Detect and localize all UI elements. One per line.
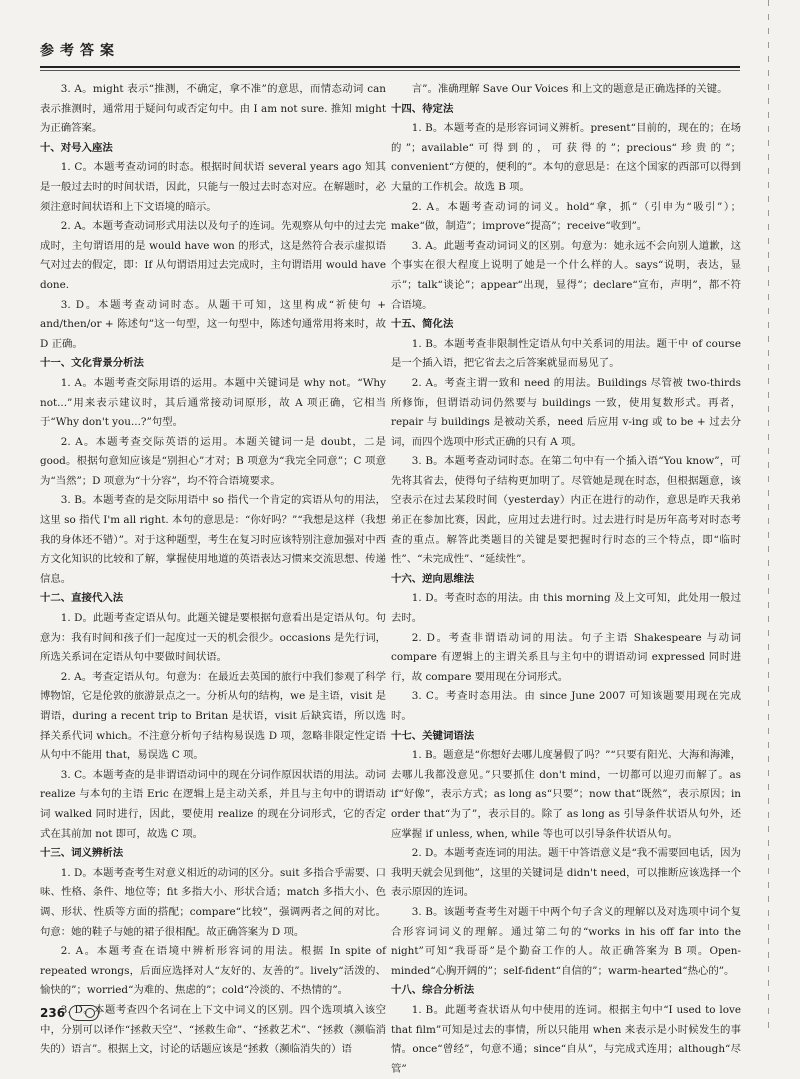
- page-header-title: 参考答案: [40, 43, 120, 59]
- header-rule-thin: [40, 70, 740, 71]
- answer-paragraph: 2. D。考查非谓语动词的用法。句子主语 Shakespeare 与动词 compare 有逻辑上的主谓关系且与主句中的谓语动词 expressed 同时进行，故 compare 要用现在分词形式。: [391, 631, 741, 683]
- answer-paragraph: 2. A。本题考查交际英语的运用。本题关键词一是 doubt，二是 good。根据句意知应该是“别担心”才对；B 项意为“我完全同意”；C 项意为“当然”；D 项意为“十分容”，均不符合语境要求。: [40, 435, 386, 487]
- answer-paragraph: 1. D。考查时态的用法。由 this morning 及上文可知，此处用一般过去时。: [391, 592, 741, 625]
- answer-paragraph: 3. D。本题考查动词时态。从题干可知，这里构成“祈使句 + and/then/or + 陈述句”这一句型，这一句型中，陈述句通常用将来时，故 D 正确。: [40, 298, 386, 350]
- section-heading: 十三、词义辨析法: [40, 847, 124, 860]
- section-heading: 十八、综合分析法: [391, 984, 475, 997]
- answer-paragraph: 3. A。此题考查动词词义的区别。句意为：她永远不会向别人道歉，这个事实在很大程度上说明了她是一个什么样的人。says“说明，表达，显示”；talk“谈论”；appear“出现，显得”；declare“宣布，声明”，都不符合语境。: [391, 239, 741, 311]
- binding-edge: [768, 0, 769, 1035]
- section-heading: 十五、简化法: [391, 318, 454, 331]
- answer-paragraph: 2. A。考查主谓一致和 need 的用法。Buildings 尽管被 two-thirds 所修饰，但谓语动词仍然要与 buildings 一致，使用复数形式。再者，repair 与 buildings 是被动关系，need 后应用 v-ing 或 to be + 过去分词，而四个选项中形式正确的只有 A 项。: [391, 376, 741, 448]
- section-heading: 十一、文化背景分析法: [40, 357, 144, 370]
- section-heading: 十、对号入座法: [40, 141, 113, 154]
- left-column: [40, 80, 386, 1060]
- answer-paragraph: 3. B。本题考查的是交际用语中 so 指代一个肯定的宾语从句的用法，这里 so 指代 I'm all right. 本句的意思是：“你好吗？”“我想是这样（我想我的身体还不错）”。对于这种题型，考生在复习时应该特别注意加强对中西方文化知识的比较和了解，掌握使用地道的英语表达习惯来交流思想、传递信息。: [40, 494, 386, 585]
- publisher-logo-icon: [69, 1005, 99, 1021]
- answer-paragraph: 3. C。本题考查的是非谓语动词中的现在分词作原因状语的用法。动词 realize 与本句的主语 Eric 在逻辑上是主动关系，并且与主句中的谓语动词 walked 同时进行，因此，要使用 realize 的现在分词形式，它的否定式在其前加 not 即可，故选 C 项。: [40, 768, 386, 840]
- answer-paragraph: 3. B。该题考查考生对题干中两个句子含义的理解以及对选项中词个复合形容词词义的理解。通过第二句的“works in his off far into the night”可知“我哥哥”是个勤奋工作的人。故正确答案为 B 项。Open-minded“心胸开阔的”；self-fident“自信的”；warm-hearted“热心的”。: [391, 905, 741, 977]
- page-number: 236: [40, 1006, 66, 1020]
- answer-paragraph: 2. A。本题考查动词的词义。hold“拿，抓”（引申为“吸引”）；make“做，制造”；improve“提高”；receive“收到”。: [391, 200, 741, 233]
- answer-paragraph: 3. B。本题考查动词时态。在第二句中有一个插入语“You know”，可先将其省去，使得句子结构更加明了。尽管她是现在时态，但根据题意，该空表示在过去某段时间（yesterday）内正在进行的动作，意思是昨天我弟弟正在参加比赛，因此，应用过去进行时。过去进行时是历年高考对时态考查的重点。解答此类题目的关键是要把握时行时态的三个特点，即“临时性”、“未完成性”、“延续性”。: [391, 455, 741, 566]
- page-footer: [40, 1005, 99, 1021]
- answer-paragraph: 1. B。本题考查非限制性定语从句中关系词的用法。题干中 of course 是一个插入语，把它省去之后答案就显而易见了。: [391, 337, 741, 370]
- answer-paragraph: 1. A。本题考查交际用语的运用。本题中关键词是 why not。“Why not...”用来表示建议时，其后通常接动词原形，故 A 项正确，它相当于“Why don't you...?”句型。: [40, 376, 386, 429]
- header-rule: [40, 66, 740, 68]
- answer-paragraph: 1. D。此题考查定语从句。此题关键是要根据句意看出是定语从句。句意为：我有时间和孩子们一起度过一天的机会很少。occasions 是先行词，所选关系词在定语从句中要做时间状语。: [40, 612, 386, 664]
- answer-paragraph: 3. D。本题考查四个名词在上下文中词义的区别。四个选项填入该空中，分别可以译作“拯救天空”、“拯救生命”、“拯救艺术”、“拯救（濒临消失的）语言”。根据上文，讨论的话题应该是“拯救（濒临消失的）语: [40, 1003, 386, 1056]
- right-column: [391, 80, 741, 1079]
- answer-paragraph: 2. A。本题考查在语境中辨析形容词的用法。根据 In spite of repeated wrongs，后面应选择对人“友好的、友善的”。lively“活泼的、愉快的”；worried“为难的、焦虑的”；cold“冷淡的、不热情的”。: [40, 945, 386, 997]
- answer-paragraph: 3. A。might 表示“推测，不确定，拿不准”的意思，而情态动词 can 表示推测时，通常用于疑问句或否定句中。由 I am not sure. 推知 might 为正确答案。: [40, 83, 386, 135]
- section-heading: 十七、关键词语法: [391, 729, 475, 742]
- answer-paragraph: 言”。准确理解 Save Our Voices 和上文的题意是正确选择的关键。: [411, 83, 728, 95]
- answer-paragraph: 2. A。考查定语从句。句意为：在最近去英国的旅行中我们参观了科学博物馆，它是伦敦的旅游景点之一。分析从句的结构，we 是主语，visit 是谓语，during a recent trip to Britan 是状语，visit 后缺宾语，所以选择关系代词 which。不注意分析句子结构易误选 D 项，忽略非限定性定语从句中不能用 that，易误选 C 项。: [40, 670, 386, 762]
- answer-paragraph: 3. C。考查时态用法。由 since June 2007 可知该题要用现在完成时。: [391, 690, 741, 722]
- answer-paragraph: 1. D。本题考查考生对意义相近的动词的区分。suit 多指合乎需要、口味、性格、条件、地位等；fit 多指大小、形状合适；match 多指大小、色调、形状、性质等方面的搭配；compare“比较”，强调两者之间的对比。句意：她的鞋子与她的裙子很相配。故正确答案为 D 项。: [40, 866, 386, 938]
- section-heading: 十六、逆向思维法: [391, 572, 475, 585]
- answer-paragraph: 1. B。题意是“你想好去哪儿度暑假了吗？”“只要有阳光、大海和海滩，去哪儿我都没意见。”只要抓住 don't mind，一切都可以迎刃而解了。as if“好像”，表示方式；as long as“只要”；now that“既然”，表示原因；in order that“为了”，表示目的。除了 as long as 引导条件状语从句外，还应掌握 if unless, when, while 等也可以引导条件状语从句。: [391, 749, 741, 840]
- answer-paragraph: 1. C。本题考查动词的时态。根据时间状语 several years ago 知其是一般过去时的时间状语，因此，只能与一般过去时态对应。在解题时，必须注意时间状语和上下文语境的暗示。: [40, 161, 386, 213]
- section-heading: 十四、待定法: [391, 102, 454, 115]
- section-heading: 十二、直接代入法: [40, 592, 124, 605]
- answer-paragraph: 1. B。此题考查状语从句中使用的连词。根据主句中“I used to love that film”可知是过去的事情，所以只能用 when 来表示是小时候发生的事情。once“曾经”，句意不通；since“自从”，与完成式连用；although“尽管”: [391, 1003, 741, 1075]
- answer-paragraph: 1. B。本题考查的是形容词词义辨析。present“目前的，现在的；在场的”；available“可得到的，可获得的”；precious“珍贵的”；convenient“方便的，便利的”。本句的意思是：在这个国家的西部可以得到大量的工作机会。故选 B 项。: [391, 122, 741, 193]
- answer-paragraph: 2. A。本题考查动词形式用法以及句子的连词。先观察从句中的过去完成时，主句谓语用的是 would have won 的形式，这是然符合表示虚拟语气对过去的假定，即：If 从句谓语用过去完成时，主句谓语用 would have done.: [40, 220, 386, 291]
- answer-paragraph: 2. D。本题考查连词的用法。题干中答语意义是“我不需要回电话，因为我明天就会见到他”，这里的关键词是 didn't need，可以推断应该选择一个表示原因的连词。: [391, 847, 741, 899]
